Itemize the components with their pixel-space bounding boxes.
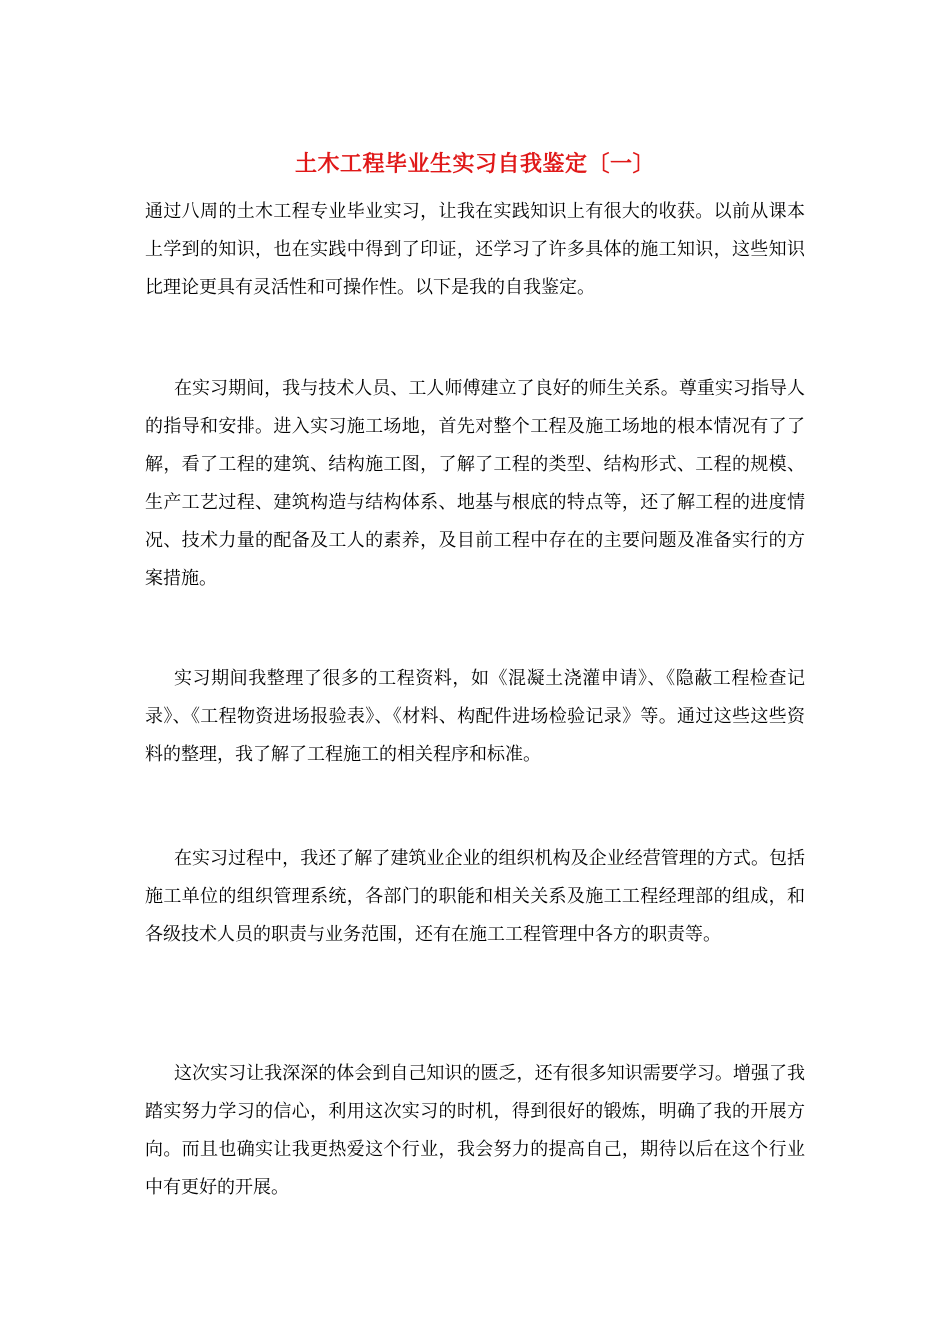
paragraph-relationships: 在实习期间，我与技术人员、工人师傅建立了良好的师生关系。尊重实习指导人的指导和安排。进入实习施工场地，首先对整个工程及施工场地的根本情况有了了解，看了工程的建筑、结构施工图，了解了工程的类型、结构形式、工程的规模、生产工艺过程、建筑构造与结构体系、地基与根底的特点等，还了解工程的进度情况、技术力量的配备及工人的素养，及目前工程中存在的主要问题及准备实行的方案措施。 <box>145 378 805 589</box>
paragraph-conclusion: 这次实习让我深深的体会到自己知识的匮乏，还有很多知识需要学习。增强了我踏实努力学习的信心，利用这次实习的时机，得到很好的锻炼，明确了我的开展方向。而且也确实让我更热爱这个行业，我会努力的提高自己，期待以后在这个行业中有更好的开展。 <box>145 1063 805 1198</box>
paragraph-organization: 在实习过程中，我还了解了建筑业企业的组织机构及企业经营管理的方式。包括施工单位的组织管理系统，各部门的职能和相关关系及施工工程经理部的组成，和各级技术人员的职责与业务范围，还有在施工工程管理中各方的职责等。 <box>145 848 805 945</box>
paragraph-documents: 实习期间我整理了很多的工程资料，如《混凝土浇灌申请》、《隐蔽工程检查记录》、《工程物资进场报验表》、《材料、构配件进场检验记录》等。通过这些这些资料的整理，我了解了工程施工的相关程序和标准。 <box>145 668 805 765</box>
paragraph-intro: 通过八周的土木工程专业毕业实习，让我在实践知识上有很大的收获。以前从课本上学到的知识，也在实践中得到了印证，还学习了许多具体的施工知识，这些知识比理论更具有灵活性和可操作性。以下是我的自我鉴定。 <box>145 201 805 298</box>
document-title: 土木工程毕业生实习自我鉴定〔一〕 <box>294 152 655 177</box>
